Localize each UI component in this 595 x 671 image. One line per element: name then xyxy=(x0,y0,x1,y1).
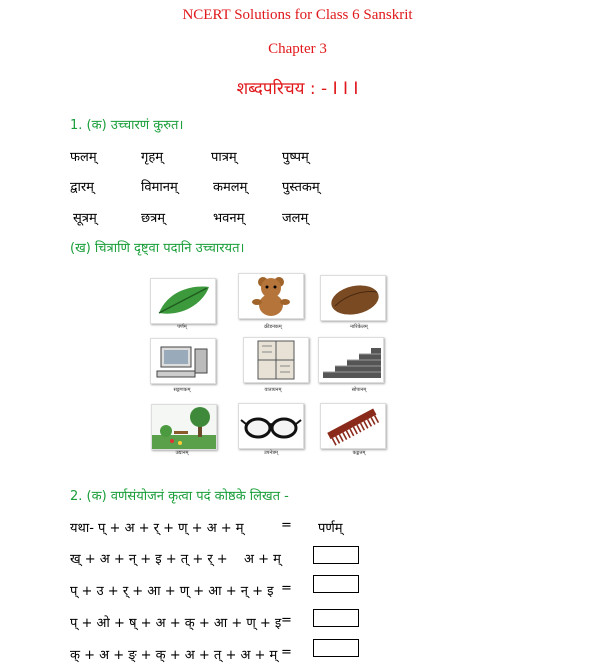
comb-icon xyxy=(320,403,386,449)
answer-box[interactable] xyxy=(313,546,359,564)
lesson-title: शब्दपरिचय : - I I I xyxy=(236,79,359,99)
exercise-expression-tail: अ + म् xyxy=(244,552,281,567)
exercise-expression: प् + ओ + ष् + अ + क् + आ + ण् + इ xyxy=(70,616,282,631)
section-2-heading: 2. (क) वर्णसंयोजनं कृत्वा पदं कोष्ठके लिखत - xyxy=(70,489,289,504)
chapter-title: Chapter 3 xyxy=(268,41,327,57)
word: पुस्तकम् xyxy=(282,180,320,195)
picture-caption: उद्यानम् xyxy=(175,450,189,456)
word: पुष्पम् xyxy=(282,150,309,165)
example-expression: यथा- प् + अ + र् + ण् + अ + म् xyxy=(70,521,244,536)
exercise-expression: ख् + अ + न् + इ + त् + र् + xyxy=(70,552,228,567)
computer-icon xyxy=(150,338,216,384)
window-icon xyxy=(243,337,309,383)
word: विमानम् xyxy=(141,180,178,195)
picture-caption: सोपानम् xyxy=(351,387,367,393)
picture-caption: उपनेत्रम् xyxy=(263,450,279,456)
picture-caption: वातायनम् xyxy=(264,387,282,393)
equals-sign: = xyxy=(281,518,292,533)
leaf-icon xyxy=(150,278,216,324)
equals-sign: = xyxy=(281,581,292,596)
word: छत्रम् xyxy=(141,211,166,226)
equals-sign: = xyxy=(281,613,292,628)
stairs-icon xyxy=(318,337,384,383)
section-1b-heading: (ख) चित्राणि दृष्ट्वा पदानि उच्चारयत। xyxy=(70,241,245,256)
garden-icon xyxy=(151,404,217,450)
teddy-bear-icon xyxy=(238,273,304,319)
worksheet-title: NCERT Solutions for Class 6 Sanskrit xyxy=(182,7,413,23)
exercise-expression: प् + उ + र् + आ + ण् + आ + न् + इ xyxy=(70,584,274,599)
answer-box[interactable] xyxy=(313,609,359,627)
picture-caption: नारिकेलम् xyxy=(350,324,368,330)
example-answer: पर्णम् xyxy=(318,521,343,536)
exercise-expression: क् + अ + ङ् + क् + अ + त् + अ + म् xyxy=(70,648,278,663)
answer-box[interactable] xyxy=(313,575,359,593)
picture-caption: कङ्कतम् xyxy=(352,450,366,456)
picture-caption: पर्णम् xyxy=(177,324,187,330)
word: सूत्रम् xyxy=(73,211,97,226)
word: कमलम् xyxy=(213,180,248,195)
spectacles-icon xyxy=(238,403,304,449)
picture-caption: क्रीडनकम् xyxy=(264,324,282,330)
word: फलम् xyxy=(70,150,97,165)
word: भवनम् xyxy=(213,211,245,226)
equals-sign: = xyxy=(281,645,292,660)
section-1-heading: 1. (क) उच्चारणं कुरुत। xyxy=(70,118,184,133)
coconut-icon xyxy=(320,275,386,321)
answer-box[interactable] xyxy=(313,639,359,657)
picture-caption: सङ्गणकम् xyxy=(173,387,191,393)
word: गृहम् xyxy=(141,150,163,165)
word: जलम् xyxy=(282,211,309,226)
word: पात्रम् xyxy=(211,150,237,165)
word: द्वारम् xyxy=(70,180,94,195)
